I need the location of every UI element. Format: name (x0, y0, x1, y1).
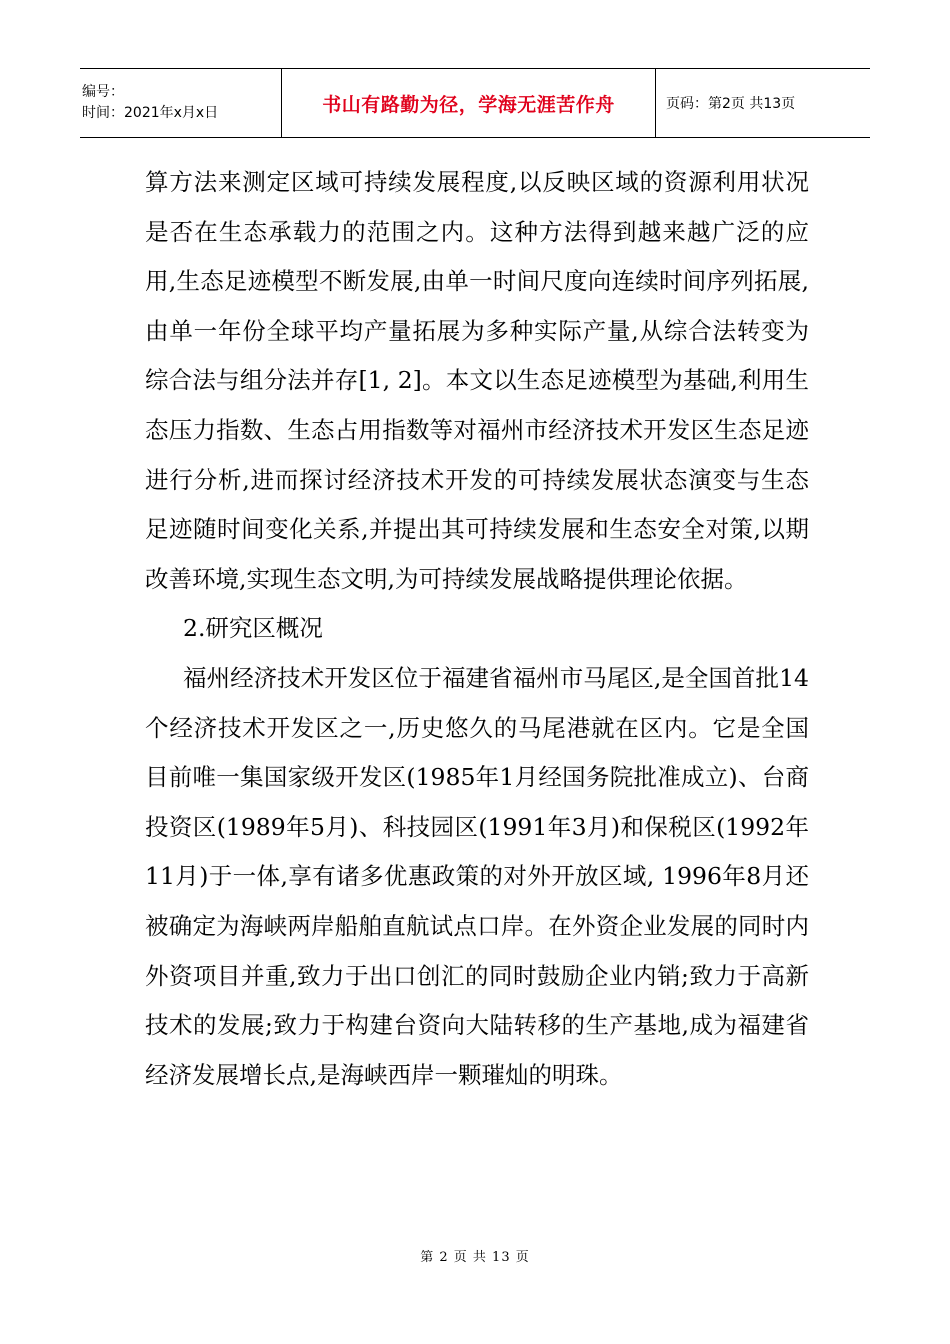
page-header (80, 68, 870, 138)
document-date: 时间：2021年x月x日 (82, 105, 219, 121)
document-body (145, 158, 809, 1100)
section-heading: 2.研究区概况 (183, 614, 323, 643)
header-meta (80, 69, 282, 137)
document-number-label: 编号： (82, 84, 124, 100)
body-paragraph: 算方法来测定区域可持续发展程度,以反映区域的资源利用状况是否在生态承载力的范围之内。这种方法得到越来越广泛的应用,生态足迹模型不断发展,由单一时间尺度向连续时间序列拓展,由单一年份全球平均产量拓展为多种实际产量,从综合法转变为综合法与组分法并存[1, 2]。本文以生态足迹模型为基础,利用生态压力指数、生态占用指数等对福州市经济技术开发区生态足迹进行分析,进而探讨经济技术开发的可持续发展状态演变与生态足迹随时间变化关系,并提出其可持续发展和生态安全对策,以期改善环境,实现生态文明,为可持续发展战略提供理论依据。 (145, 168, 809, 593)
page-footer: 第 2 页 共 13 页 (420, 1250, 530, 1265)
header-motto: 书山有路勤为径，学海无涯苦作舟 (282, 69, 656, 137)
body-paragraph: 福州经济技术开发区位于福建省福州市马尾区,是全国首批14个经济技术开发区之一,历史悠久的马尾港就在区内。它是全国目前唯一集国家级开发区(1985年1月经国务院批准成立)、台商投资区(1989年5月)、科技园区(1991年3月)和保税区(1992年11月)于一体,享有诸多优惠政策的对外开放区域, 1996年8月还被确定为海峡两岸船舶直航试点口岸。在外资企业发展的同时内外资项目并重,致力于出口创汇的同时鼓励企业内销;致力于高新技术的发展;致力于构建台资向大陆转移的生产基地,成为福建省经济发展增长点,是海峡西岸一颗璀灿的明珠。 (145, 663, 809, 1089)
header-page-info: 页码：第2页 共13页 (666, 96, 796, 112)
